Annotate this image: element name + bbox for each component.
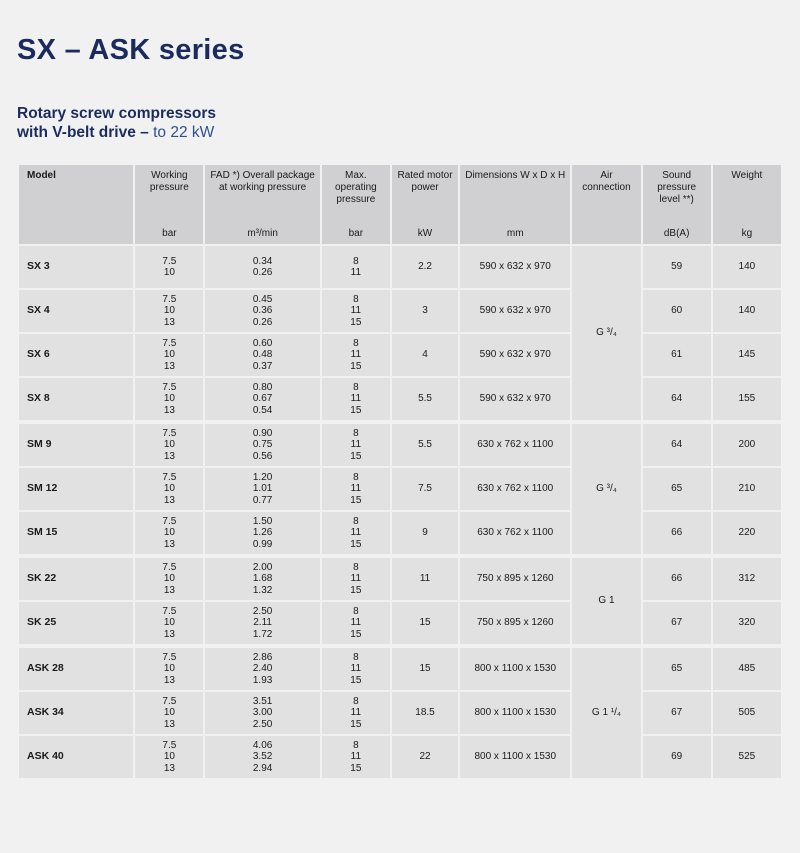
column-header: [205, 165, 319, 244]
fad-cell-value: 0.60: [252, 337, 273, 349]
dimensions-cell: 590 x 632 x 970: [460, 290, 570, 332]
air-connection-cell: G ³/₄: [572, 424, 640, 554]
sound-level-cell: 66: [643, 512, 711, 554]
weight-cell: 210: [713, 468, 781, 510]
subtitle-line-2-text: with V-belt drive –: [17, 124, 149, 141]
table-row: [19, 602, 781, 644]
motor-power-cell: 15: [392, 648, 458, 690]
max-pressure-cell-value: 11: [350, 527, 362, 539]
working-pressure-cell-value: 7.5: [162, 255, 177, 267]
fad-cell-value: 3.52: [252, 751, 273, 763]
column-header-unit: mm: [506, 228, 524, 239]
working-pressure-cell-value: 10: [163, 305, 175, 317]
working-pressure-cell-value: 10: [163, 483, 175, 495]
working-pressure-cell-value: 13: [163, 538, 175, 550]
fad-cell-value: 0.36: [252, 305, 273, 317]
column-header-label: Max. operating pressure: [335, 170, 377, 205]
working-pressure-cell: [135, 246, 203, 288]
fad-cell: [205, 558, 319, 600]
fad-cell: [205, 424, 319, 466]
working-pressure-cell-value: 7.5: [162, 471, 177, 483]
working-pressure-cell: [135, 468, 203, 510]
max-pressure-cell-value: 8: [353, 515, 359, 527]
working-pressure-cell: [135, 692, 203, 734]
sound-level-cell: 59: [643, 246, 711, 288]
working-pressure-cell: [135, 558, 203, 600]
fad-cell-value: 0.56: [252, 450, 273, 462]
motor-power-cell: 22: [392, 736, 458, 778]
max-pressure-cell: [322, 424, 390, 466]
weight-cell: 220: [713, 512, 781, 554]
column-header-label: Dimensions W x D x H: [465, 170, 566, 181]
dimensions-cell: 590 x 632 x 970: [460, 246, 570, 288]
sound-level-cell: 61: [643, 334, 711, 376]
max-pressure-cell: [322, 692, 390, 734]
model-cell: SM 15: [19, 512, 133, 554]
max-pressure-cell: [322, 512, 390, 554]
max-pressure-cell: [322, 558, 390, 600]
working-pressure-cell-value: 13: [163, 628, 175, 640]
sound-level-cell: 60: [643, 290, 711, 332]
column-header: [643, 165, 711, 244]
column-header-label: Working pressure: [149, 170, 189, 193]
working-pressure-cell-value: 13: [163, 674, 175, 686]
dimensions-cell: 800 x 1100 x 1530: [460, 736, 570, 778]
air-connection-cell: G ³/₄: [572, 246, 640, 420]
table-row: [19, 512, 781, 554]
max-pressure-cell-value: 8: [353, 695, 359, 707]
fad-cell: [205, 512, 319, 554]
working-pressure-cell: [135, 602, 203, 644]
model-cell: ASK 28: [19, 648, 133, 690]
working-pressure-cell-value: 7.5: [162, 739, 177, 751]
model-cell: SK 25: [19, 602, 133, 644]
fad-cell-value: 1.01: [252, 483, 273, 495]
max-pressure-cell: [322, 246, 390, 288]
working-pressure-cell-value: 7.5: [162, 651, 177, 663]
weight-cell: 312: [713, 558, 781, 600]
dimensions-cell: 630 x 762 x 1100: [460, 424, 570, 466]
fad-cell-value: 1.72: [252, 628, 273, 640]
subtitle-power-range: to 22 kW: [153, 124, 215, 141]
max-pressure-cell-value: 8: [353, 427, 359, 439]
max-pressure-cell-value: 8: [353, 561, 359, 573]
dimensions-cell: 750 x 895 x 1260: [460, 602, 570, 644]
fad-cell-value: 3.51: [252, 695, 273, 707]
column-header-unit: bar: [162, 228, 177, 239]
max-pressure-cell-value: 15: [350, 538, 362, 550]
table-row: [19, 246, 781, 288]
working-pressure-cell-value: 10: [163, 573, 175, 585]
working-pressure-cell-value: 13: [163, 360, 175, 372]
working-pressure-cell-value: 7.5: [162, 695, 177, 707]
max-pressure-cell-value: 8: [353, 337, 359, 349]
fad-cell-value: 0.80: [252, 381, 273, 393]
fad-cell-value: 3.00: [252, 707, 273, 719]
max-pressure-cell-value: 11: [350, 439, 362, 451]
dimensions-cell: 590 x 632 x 970: [460, 334, 570, 376]
max-pressure-cell-value: 11: [350, 483, 362, 495]
motor-power-cell: 3: [392, 290, 458, 332]
dimensions-cell: 590 x 632 x 970: [460, 378, 570, 420]
model-cell: SM 12: [19, 468, 133, 510]
fad-cell-value: 1.68: [252, 573, 273, 585]
working-pressure-cell-value: 7.5: [162, 381, 177, 393]
air-connection-cell: G 1: [572, 558, 640, 644]
specs-table: [17, 163, 783, 780]
fad-cell-value: 0.37: [252, 360, 273, 372]
column-header: [713, 165, 781, 244]
working-pressure-cell: [135, 290, 203, 332]
working-pressure-cell-value: 13: [163, 584, 175, 596]
working-pressure-cell-value: 10: [163, 617, 175, 629]
fad-cell: [205, 602, 319, 644]
working-pressure-cell-value: 10: [163, 393, 175, 405]
dimensions-cell: 630 x 762 x 1100: [460, 468, 570, 510]
max-pressure-cell: [322, 468, 390, 510]
sound-level-cell: 65: [643, 468, 711, 510]
max-pressure-cell-value: 11: [350, 305, 362, 317]
table-row: [19, 648, 781, 690]
max-pressure-cell: [322, 736, 390, 778]
working-pressure-cell-value: 13: [163, 404, 175, 416]
model-cell: SX 8: [19, 378, 133, 420]
fad-cell-value: 1.20: [252, 471, 273, 483]
table-row: [19, 468, 781, 510]
page-title: SX – ASK series: [17, 34, 245, 66]
motor-power-cell: 5.5: [392, 424, 458, 466]
model-cell: SM 9: [19, 424, 133, 466]
table-header-row: [19, 165, 781, 244]
subtitle-line-1: Rotary screw compressors: [17, 105, 217, 122]
fad-cell: [205, 692, 319, 734]
fad-cell: [205, 648, 319, 690]
working-pressure-cell-value: 7.5: [162, 337, 177, 349]
subtitle: [17, 104, 216, 142]
working-pressure-cell-value: 10: [163, 267, 175, 278]
fad-cell-value: 1.32: [252, 584, 273, 596]
max-pressure-cell-value: 11: [350, 393, 362, 405]
model-cell: ASK 34: [19, 692, 133, 734]
weight-cell: 525: [713, 736, 781, 778]
max-pressure-cell-value: 8: [353, 293, 359, 305]
weight-cell: 505: [713, 692, 781, 734]
sound-level-cell: 66: [643, 558, 711, 600]
air-connection-cell: G 1 ¹/₄: [572, 648, 640, 778]
working-pressure-cell-value: 10: [163, 663, 175, 675]
working-pressure-cell-value: 13: [163, 762, 175, 774]
fad-cell-value: 0.90: [252, 427, 273, 439]
dimensions-cell: 800 x 1100 x 1530: [460, 648, 570, 690]
column-header: [135, 165, 203, 244]
model-cell: SX 6: [19, 334, 133, 376]
weight-cell: 200: [713, 424, 781, 466]
table-row: [19, 692, 781, 734]
fad-cell-value: 4.06: [252, 739, 273, 751]
fad-cell-value: 0.48: [252, 349, 273, 361]
fad-cell-value: 2.86: [252, 651, 273, 663]
max-pressure-cell-value: 15: [350, 628, 362, 640]
working-pressure-cell: [135, 736, 203, 778]
sound-level-cell: 67: [643, 602, 711, 644]
working-pressure-cell-value: 7.5: [162, 561, 177, 573]
dimensions-cell: 630 x 762 x 1100: [460, 512, 570, 554]
working-pressure-cell-value: 10: [163, 349, 175, 361]
fad-cell-value: 1.26: [252, 527, 273, 539]
column-header-unit: m³/min: [247, 228, 278, 239]
column-header: [19, 165, 133, 244]
working-pressure-cell-value: 10: [163, 527, 175, 539]
max-pressure-cell-value: 15: [350, 762, 362, 774]
motor-power-cell: 18.5: [392, 692, 458, 734]
max-pressure-cell-value: 11: [350, 707, 362, 719]
fad-cell-value: 2.50: [252, 718, 273, 730]
motor-power-cell: 5.5: [392, 378, 458, 420]
fad-cell-value: 2.00: [252, 561, 273, 573]
working-pressure-cell-value: 10: [163, 751, 175, 763]
sound-level-cell: 67: [643, 692, 711, 734]
weight-cell: 145: [713, 334, 781, 376]
fad-cell: [205, 334, 319, 376]
max-pressure-cell-value: 15: [350, 584, 362, 596]
max-pressure-cell: [322, 602, 390, 644]
motor-power-cell: 4: [392, 334, 458, 376]
working-pressure-cell: [135, 512, 203, 554]
max-pressure-cell: [322, 648, 390, 690]
fad-cell: [205, 736, 319, 778]
table-row: [19, 736, 781, 778]
fad-cell-value: 1.50: [252, 515, 273, 527]
model-cell: SX 4: [19, 290, 133, 332]
model-cell: SK 22: [19, 558, 133, 600]
working-pressure-cell-value: 10: [163, 707, 175, 719]
max-pressure-cell-value: 11: [350, 267, 362, 278]
weight-cell: 485: [713, 648, 781, 690]
working-pressure-cell: [135, 334, 203, 376]
max-pressure-cell-value: 8: [353, 381, 359, 393]
model-cell: ASK 40: [19, 736, 133, 778]
subtitle-line-2: [17, 123, 216, 142]
max-pressure-cell-value: 11: [350, 663, 362, 675]
weight-cell: 320: [713, 602, 781, 644]
weight-cell: 140: [713, 246, 781, 288]
column-header-unit: dB(A): [663, 228, 690, 239]
fad-cell-value: 0.34: [252, 255, 273, 267]
column-header-label: Model: [27, 170, 56, 181]
table-row: [19, 334, 781, 376]
fad-cell-value: 2.11: [253, 617, 272, 629]
dimensions-cell: 800 x 1100 x 1530: [460, 692, 570, 734]
column-header: [322, 165, 390, 244]
sound-level-cell: 69: [643, 736, 711, 778]
max-pressure-cell-value: 8: [353, 739, 359, 751]
working-pressure-cell-value: 7.5: [162, 427, 177, 439]
dimensions-cell: 750 x 895 x 1260: [460, 558, 570, 600]
weight-cell: 140: [713, 290, 781, 332]
working-pressure-cell-value: 13: [163, 316, 175, 328]
fad-cell-value: 2.50: [252, 605, 273, 617]
column-header-unit: bar: [348, 228, 364, 239]
max-pressure-cell: [322, 290, 390, 332]
fad-cell: [205, 246, 319, 288]
max-pressure-cell-value: 11: [350, 751, 362, 763]
column-header-label: Weight: [731, 170, 763, 181]
column-header: [572, 165, 640, 244]
motor-power-cell: 15: [392, 602, 458, 644]
max-pressure-cell-value: 8: [353, 471, 359, 483]
fad-cell-value: 0.26: [252, 267, 273, 278]
fad-cell-value: 0.26: [252, 316, 273, 328]
max-pressure-cell-value: 8: [353, 255, 359, 267]
motor-power-cell: 11: [392, 558, 458, 600]
max-pressure-cell-value: 11: [350, 349, 362, 361]
max-pressure-cell-value: 15: [350, 718, 362, 730]
fad-cell-value: 0.45: [252, 293, 273, 305]
working-pressure-cell-value: 13: [163, 718, 175, 730]
column-header-unit: kg: [741, 228, 753, 239]
column-header-label: Rated motor power: [397, 170, 453, 193]
max-pressure-cell-value: 8: [353, 605, 359, 617]
column-header-label: Air connection: [582, 170, 631, 193]
max-pressure-cell-value: 15: [350, 360, 362, 372]
fad-cell-value: 0.54: [252, 404, 273, 416]
max-pressure-cell-value: 15: [350, 450, 362, 462]
fad-cell-value: 1.93: [252, 674, 273, 686]
max-pressure-cell-value: 11: [350, 573, 362, 585]
fad-cell: [205, 468, 319, 510]
fad-cell-value: 2.94: [252, 762, 273, 774]
max-pressure-cell-value: 8: [353, 651, 359, 663]
column-header: [460, 165, 570, 244]
motor-power-cell: 9: [392, 512, 458, 554]
motor-power-cell: 2.2: [392, 246, 458, 288]
fad-cell: [205, 290, 319, 332]
working-pressure-cell-value: 13: [163, 450, 175, 462]
column-header-label: FAD *) Overall package at working pressure: [210, 170, 315, 193]
working-pressure-cell-value: 7.5: [162, 293, 177, 305]
sound-level-cell: 64: [643, 378, 711, 420]
table-row: [19, 378, 781, 420]
max-pressure-cell: [322, 334, 390, 376]
sound-level-cell: 65: [643, 648, 711, 690]
working-pressure-cell-value: 7.5: [162, 515, 177, 527]
fad-cell-value: 0.99: [252, 538, 273, 550]
fad-cell-value: 2.40: [252, 663, 273, 675]
table-body: [19, 246, 781, 778]
max-pressure-cell-value: 15: [350, 494, 362, 506]
weight-cell: 155: [713, 378, 781, 420]
working-pressure-cell-value: 7.5: [162, 605, 177, 617]
max-pressure-cell: [322, 378, 390, 420]
max-pressure-cell-value: 15: [350, 404, 362, 416]
column-header-unit: kW: [417, 228, 433, 239]
table-row: [19, 290, 781, 332]
max-pressure-cell-value: 15: [350, 674, 362, 686]
max-pressure-cell-value: 15: [350, 316, 362, 328]
fad-cell-value: 0.67: [252, 393, 273, 405]
max-pressure-cell-value: 11: [350, 617, 362, 629]
working-pressure-cell: [135, 424, 203, 466]
column-header-label: Sound pressure level **): [657, 170, 697, 205]
working-pressure-cell-value: 13: [163, 494, 175, 506]
table-row: [19, 424, 781, 466]
fad-cell: [205, 378, 319, 420]
model-cell: SX 3: [19, 246, 133, 288]
motor-power-cell: 7.5: [392, 468, 458, 510]
fad-cell-value: 0.75: [252, 439, 273, 451]
sound-level-cell: 64: [643, 424, 711, 466]
working-pressure-cell: [135, 378, 203, 420]
table-row: [19, 558, 781, 600]
working-pressure-cell-value: 10: [163, 439, 175, 451]
fad-cell-value: 0.77: [252, 494, 273, 506]
column-header: [392, 165, 458, 244]
working-pressure-cell: [135, 648, 203, 690]
